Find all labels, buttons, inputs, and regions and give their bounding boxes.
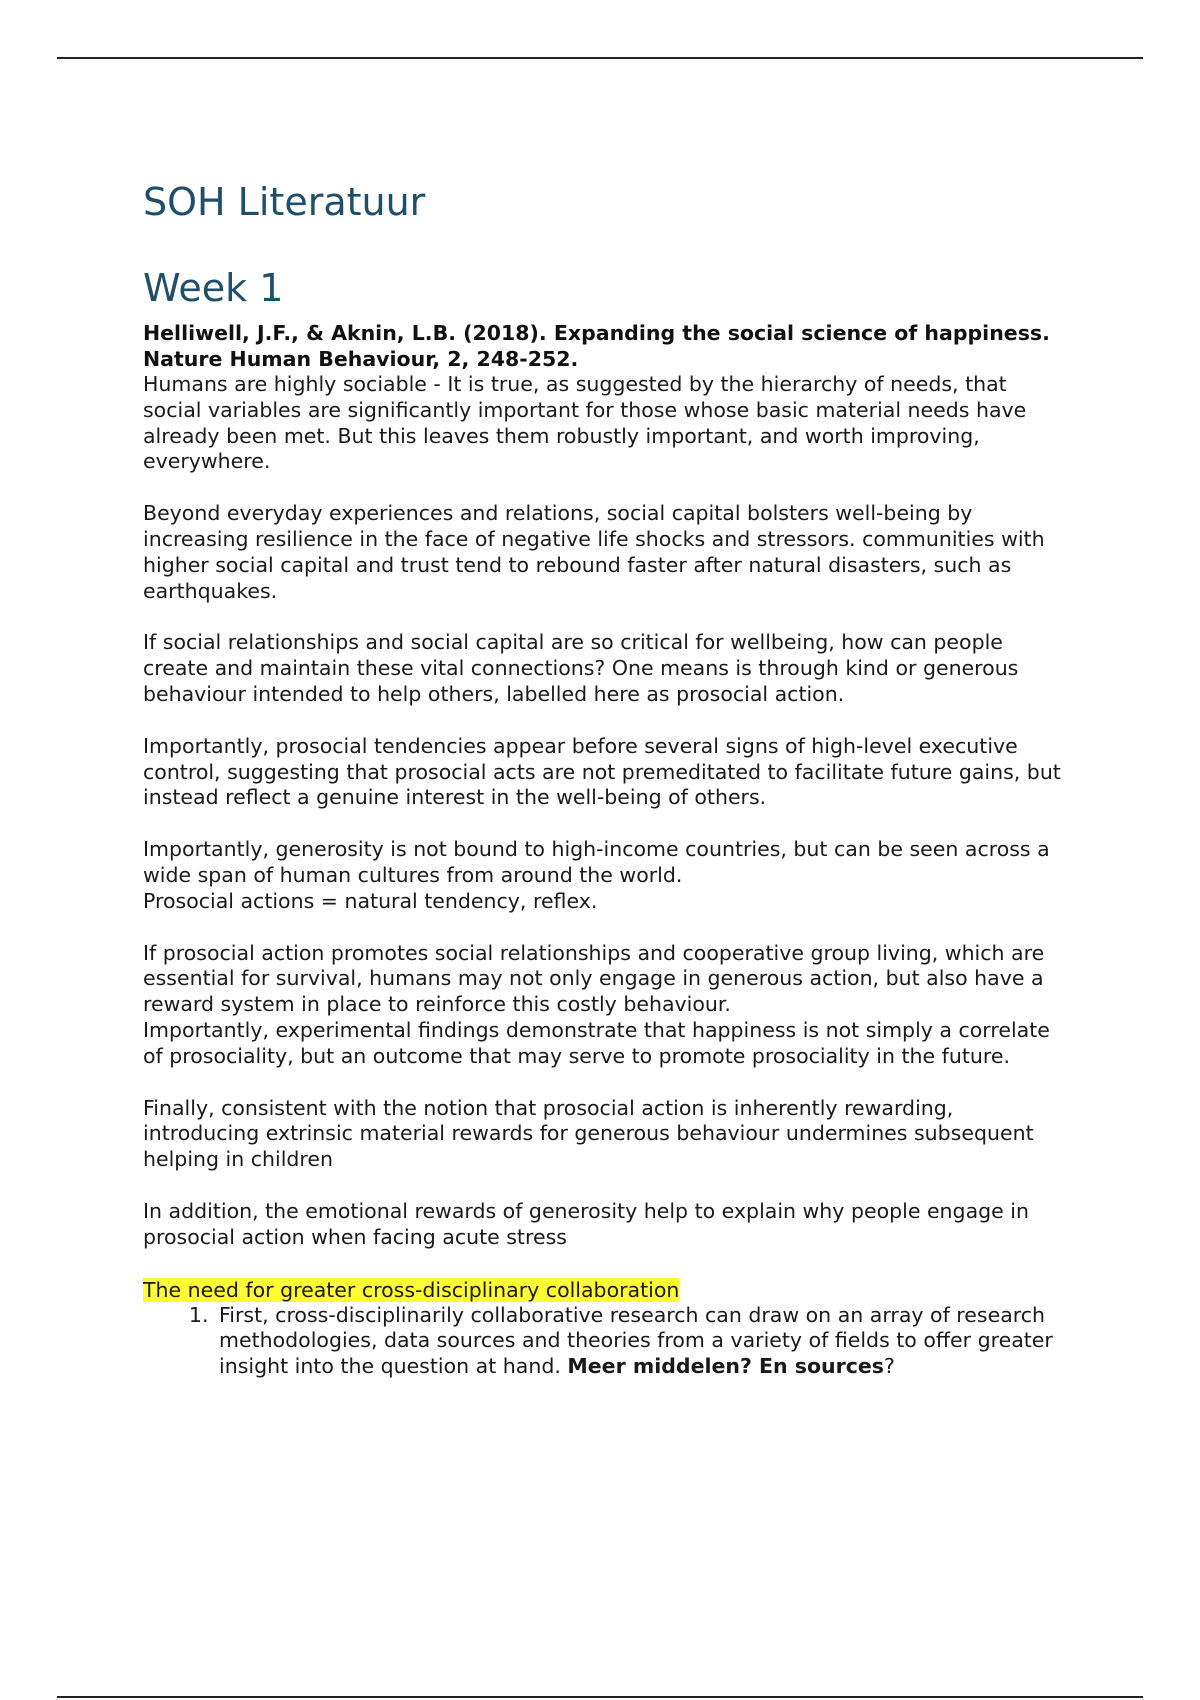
paragraph (143, 1096, 1063, 1173)
list-item-tail: ? (884, 1354, 895, 1379)
paragraph-line: In addition, the emotional rewards of generosity help to explain why people engage in prosocial action when facing acute stress (143, 1198, 1029, 1249)
paragraph (143, 837, 1063, 914)
paragraph-line: If prosocial action promotes social relationships and cooperative group living, which are essential for survival, humans may not only engage in generous action, but also have a reward system in place to reinforce this costly behaviour. (143, 940, 1045, 1017)
reference-citation: Helliwell, J.F., & Aknin, L.B. (2018). Expanding the social science of happiness. Nature Human Behaviour, 2, 248-252. (143, 321, 1050, 371)
paragraph (143, 501, 1063, 604)
bottom-rule (57, 1696, 1143, 1698)
paragraph-line: Prosocial actions = natural tendency, reflex. (143, 888, 598, 913)
numbered-list (143, 1303, 1063, 1380)
list-item-bold-text: Meer middelen? En sources (567, 1354, 885, 1379)
paragraph (143, 734, 1063, 811)
paragraph-line: Importantly, prosocial tendencies appear before several signs of high-level executive control, suggesting that prosocial acts are not premeditated to facilitate future gains, but instead reflect a genuine interest in the well-being of others. (143, 733, 1061, 810)
paragraph-line: Importantly, experimental findings demonstrate that happiness is not simply a correlate of prosociality, but an outcome that may serve to promote prosociality in the future. (143, 1017, 1050, 1068)
list-item (215, 1303, 1063, 1380)
paragraph-line: Beyond everyday experiences and relations, social capital bolsters well-being by increasing resilience in the face of negative life shocks and stressors. communities with higher social capital and trust tend to rebound faster after natural disasters, such as earthquakes. (143, 501, 1045, 603)
highlighted-heading: The need for greater cross-disciplinary collaboration (143, 1277, 680, 1302)
document-title: SOH Literatuur (143, 180, 426, 224)
list-item-text: First, cross-disciplinarily collaborative research can draw on an array of research methodologies, data sources and theories from a variety of fields to offer greater insight into the question at hand. (219, 1302, 1053, 1379)
section-heading (143, 1277, 1063, 1303)
paragraph (143, 372, 1063, 475)
paragraph-line: Humans are highly sociable - It is true, as suggested by the hierarchy of needs, that social variables are significantly important for those whose basic material needs have already been met. But this leaves them robustly important, and worth improving, everywhere. (143, 372, 1027, 474)
paragraphs (143, 372, 1063, 1251)
paragraph-line: Importantly, generosity is not bound to high-income countries, but can be seen across a wide span of human cultures from around the world. (143, 837, 1050, 887)
week-heading: Week 1 (143, 266, 284, 310)
paragraph (143, 941, 1063, 1070)
paragraph (143, 630, 1063, 707)
paragraph-line: Finally, consistent with the notion that prosocial action is inherently rewarding, introducing extrinsic material rewards for generous behaviour undermines subsequent helping in children (143, 1095, 1034, 1172)
paragraph-line: If social relationships and social capital are so critical for wellbeing, how can people create and maintain these vital connections? One means is through kind or generous behaviour intended to help others, labelled here as prosocial action. (143, 630, 1019, 706)
document-body (143, 178, 1063, 1380)
top-rule (57, 57, 1143, 59)
paragraph (143, 1199, 1063, 1251)
